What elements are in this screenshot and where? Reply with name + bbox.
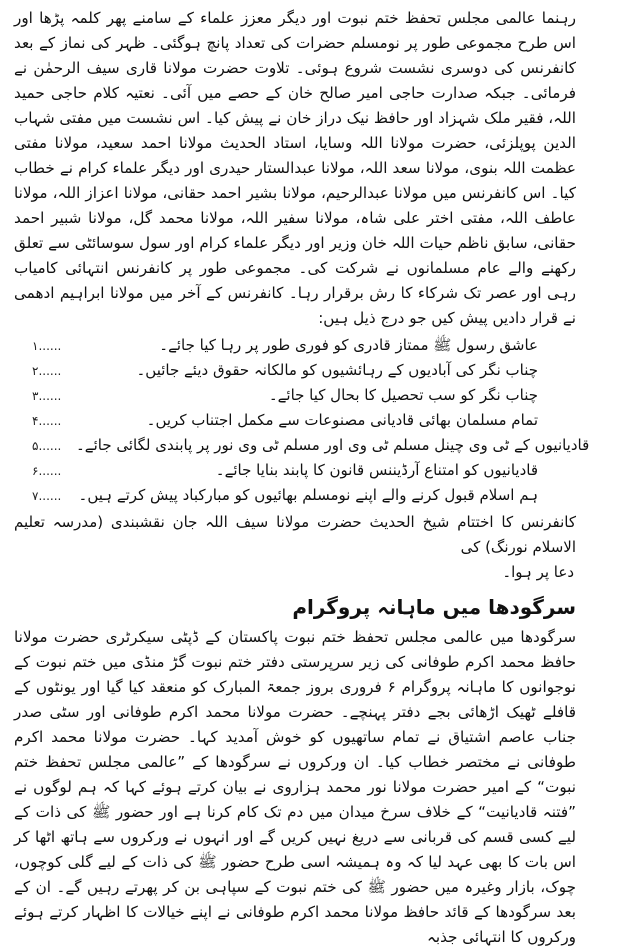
resolution-item bbox=[14, 383, 576, 408]
resolution-number: ۵...... bbox=[32, 438, 62, 453]
closing-tail: دعا پر ہوا۔ bbox=[502, 563, 574, 581]
resolution-text: قادیانیوں کے ٹی وی چینل مسلم ٹی وی اور مسلم ٹی وی نور پر پابندی لگائی جائے۔ bbox=[76, 436, 590, 454]
intro-paragraph: رہنما عالمی مجلس تحفظ ختم نبوت اور دیگر معزز علماء کے سامنے پھر کلمہ پڑھا اور اس طرح مجموعی طور پر نومسلم حضرات کی تعداد پانچ ہوگئی۔ ظہر کی نماز کے بعد کانفرنس کی دوسری نشست شروع ہوئی۔ تلاوت حضرت مولانا قاری سیف الرحمٰن نے فرمائی۔ جبکہ صدارت حاجی امیر صالح خان کے حصے میں آئی۔ نعتیہ کلام حاجی حمید اللہ، فقیر ملک شہزاد اور حافظ نیک دراز خان نے پیش کیا۔ اس نشست میں مفتی شہاب الدین پوپلزئی، حضرت مولانا اللہ وسایا، استاد الحدیث مولانا احمد سعید، مولانا مفتی عظمت اللہ بنوی، مولانا سعد اللہ، مولانا عبدالستار حیدری اور دیگر علماء کرام نے خطاب کیا۔ اس کانفرنس میں مولانا عبدالرحیم، مولانا بشیر احمد حقانی، مولانا اعزاز اللہ، مولانا عاطف اللہ، مفتی اختر علی شاہ، مولانا سفیر اللہ، مولانا محمد گل، مولانا شبیر احمد حقانی، سابق ناظم حیات اللہ خان وزیر اور دیگر علماء کرام اور سول سوسائٹی سے تعلق رکھنے والے عام مسلمانوں نے شرکت کی۔ مجموعی طور پر کانفرنس انتہائی کامیاب رہی اور عصر تک شرکاء کا رش برقرار رہا۔ کانفرنس کے آخر میں مولانا ابراہیم ادھمی نے قرار دادیں پیش کیں جو درج ذیل ہیں: bbox=[14, 9, 576, 327]
resolution-number: ۲...... bbox=[32, 363, 62, 378]
resolution-number: ۳...... bbox=[32, 388, 62, 403]
resolutions-list bbox=[14, 333, 590, 508]
resolution-item bbox=[14, 458, 576, 483]
resolution-number: ۶...... bbox=[32, 463, 62, 478]
sargodha-paragraph: سرگودھا میں عالمی مجلس تحفظ ختم نبوت پاکستان کے ڈپٹی سیکرٹری حضرت مولانا حافظ محمد اکرم طوفانی کی زیر سرپرستی دفتر ختم نبوت گڑ منڈی میں ختم نبوت کے نوجوانوں کا ماہانہ پروگرام ۶ فروری بروز جمعۃ المبارک کو منعقد کیا گیا اور یونٹوں کے قافلے ٹھیک اڑھائی بجے دفتر پہنچے۔ حضرت مولانا محمد اکرم طوفانی اور سٹی صدر جناب عاصم اشتیاق نے تمام ساتھیوں کو خوش آمدید کہا۔ حضرت مولانا محمد اکرم طوفانی نے مختصر خطاب کیا۔ ان ورکروں نے سرگودھا کے ”عالمی مجلس تحفظ ختم نبوت“ کے امیر حضرت مولانا نور محمد ہزاروی نے بیان کرتے ہوئے کہا کہ ہم لوگوں نے ”فتنہ قادیانیت“ کے خلاف سرخ میدان میں دم تک کام کرنا ہے اور حضور ﷺ کی ذات کے لیے کسی قسم کی قربانی سے دریغ نہیں کریں گے اور انہوں نے ورکروں سے ہاتھ اٹھا کر اس بات کا بھی عہد لیا کہ وہ ہمیشہ اسی طرح حضور ﷺ کی ذات کے لیے گلی کوچوں، چوک، بازار وغیرہ میں حضور ﷺ کی ختم نبوت کے سپاہی بن کر پھرتے رہیں گے۔ ان کے بعد سرگودھا کے قائد حافظ مولانا محمد اکرم طوفانی نے اپنے خیالات کا اظہار کرتے ہوئے ورکروں کا انتہائی جذبہ bbox=[14, 628, 576, 946]
resolution-item bbox=[14, 333, 576, 358]
closing-sentence: کانفرنس کا اختتام شیخ الحدیث حضرت مولانا سیف اللہ جان نقشبندی (مدرسہ تعلیم الاسلام نورنگ) کی bbox=[14, 513, 576, 556]
resolution-number: ۱...... bbox=[32, 338, 62, 353]
resolution-number: ۴...... bbox=[32, 413, 62, 428]
resolution-text: قادیانیوں کو امتناع آرڈیننس قانون کا پابند بنایا جائے۔ bbox=[215, 461, 538, 479]
resolution-item bbox=[14, 433, 590, 458]
resolution-text: چناب نگر کو سب تحصیل کا بحال کیا جائے۔ bbox=[268, 386, 538, 404]
resolution-item bbox=[14, 408, 576, 433]
section-heading: سرگودھا میں ماہانہ پروگرام bbox=[292, 595, 576, 619]
resolution-item bbox=[14, 358, 576, 383]
resolution-text: تمام مسلمان بھائی قادیانی مصنوعات سے مکمل اجتناب کریں۔ bbox=[146, 411, 538, 429]
resolution-text: چناب نگر کی آبادیوں کے رہائشیوں کو مالکانہ حقوق دیئے جائیں۔ bbox=[136, 361, 538, 379]
resolution-number: ۷...... bbox=[32, 488, 62, 503]
resolution-item bbox=[14, 483, 576, 508]
resolution-text: عاشق رسول ﷺ ممتاز قادری کو فوری طور پر رہا کیا جائے۔ bbox=[159, 336, 538, 354]
resolution-text: ہم اسلام قبول کرنے والے اپنے نومسلم بھائیوں کو مبارکباد پیش کرتے ہیں۔ bbox=[78, 486, 538, 504]
